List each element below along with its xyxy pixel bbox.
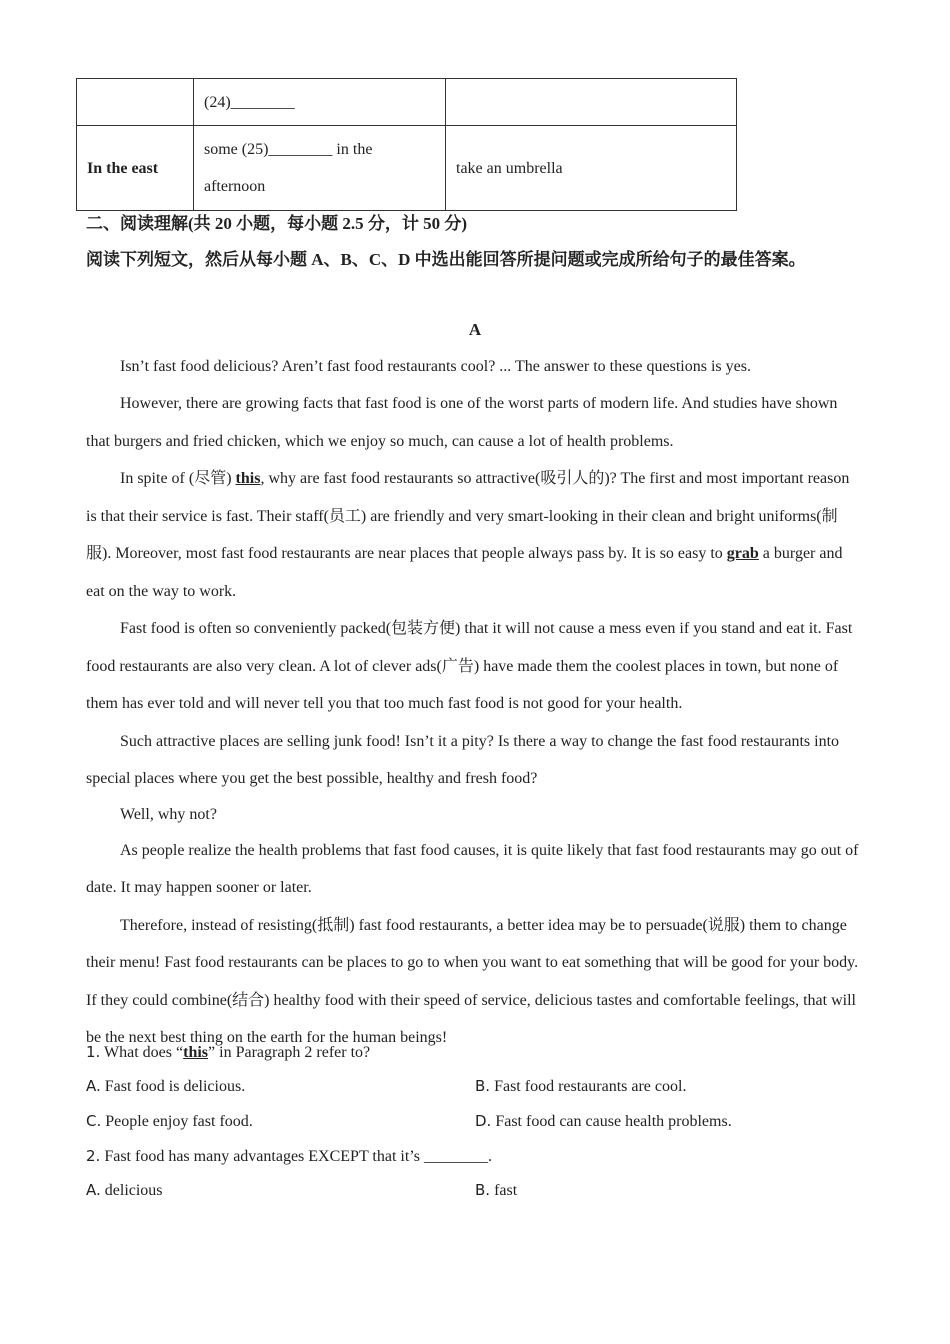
paragraph-8: Therefore, instead of resisting(抵制) fast food restaurants, a better idea may be to persuade(说服) them to change their menu! Fast food restaurants can be places to go to when you want to eat something that will be good for your body. If they could combine(结合) healthy food with their speed of service, delicious tastes and comfortable feelings, that will be the next best thing on the earth for the human beings! xyxy=(86,916,859,1046)
option-text: delicious xyxy=(104,1182,163,1199)
option-letter: D. xyxy=(475,1112,492,1130)
option-letter: B. xyxy=(475,1077,491,1095)
paragraph-3-text: In spite of (尽管) xyxy=(120,470,236,487)
option-letter: A. xyxy=(86,1181,101,1199)
table-cell-advice xyxy=(446,79,737,126)
question-stem: Fast food has many advantages EXCEPT that it’s ________. xyxy=(104,1148,492,1165)
paragraph-3-text: a burger and eat on the way to work. xyxy=(86,545,843,600)
option-text: Fast food is delicious. xyxy=(104,1078,246,1095)
table-cell-location xyxy=(77,79,194,126)
question-stem: ” in Paragraph 2 refer to? xyxy=(208,1044,371,1061)
option-c[interactable] xyxy=(86,1109,253,1134)
option-letter: B. xyxy=(475,1181,491,1199)
question-2 xyxy=(86,1144,862,1169)
question-number: 1. xyxy=(86,1043,101,1061)
table-cell-weather: some (25)________ in the afternoon xyxy=(194,126,446,211)
paragraph-3 xyxy=(86,460,862,610)
keyword-this: this xyxy=(235,470,261,487)
option-text: Fast food restaurants are cool. xyxy=(494,1078,687,1095)
keyword-grab: grab xyxy=(726,545,759,562)
paragraph-4: Fast food is often so conveniently packed(包装方便) that it will not cause a mess even if you stand and eat it. Fast food restaurants are also very clean. A lot of clever ads(广告) have made them the coolest places in town, but none of them has ever told and will never tell you that too much fast food is not good for your health. xyxy=(86,620,853,712)
table-row xyxy=(77,79,737,126)
option-b[interactable] xyxy=(475,1178,517,1203)
option-d[interactable] xyxy=(475,1109,732,1134)
option-letter: C. xyxy=(86,1112,102,1130)
paragraph-7: As people realize the health problems that fast food causes, it is quite likely that fast food restaurants may go out of date. It may happen sooner or later. xyxy=(86,841,859,896)
paragraph-5: Such attractive places are selling junk food! Isn’t it a pity? Is there a way to change the fast food restaurants into special places where you get the best possible, healthy and fresh food? xyxy=(86,732,840,787)
keyword-this: this xyxy=(183,1044,209,1061)
question-1 xyxy=(86,1040,862,1065)
option-text: People enjoy fast food. xyxy=(105,1113,253,1130)
option-a[interactable] xyxy=(86,1074,245,1099)
passage-letter: A xyxy=(468,320,482,339)
option-text: fast xyxy=(494,1182,518,1199)
option-b[interactable] xyxy=(475,1074,686,1099)
instructions: 阅读下列短文，然后从每小题 A、B、C、D 中选出能回答所提问题或完成所给句子的最佳答案。 xyxy=(86,250,806,269)
weather-table xyxy=(76,78,737,211)
option-letter: A. xyxy=(86,1077,101,1095)
paragraph-1: Isn’t fast food delicious? Aren’t fast food restaurants cool? ... The answer to these questions is yes. xyxy=(120,358,751,375)
table-cell-location: In the east xyxy=(77,126,194,211)
option-text: Fast food can cause health problems. xyxy=(495,1113,732,1130)
table-row xyxy=(77,126,737,211)
option-a[interactable] xyxy=(86,1178,163,1203)
passage xyxy=(86,349,862,1057)
question-stem: What does “ xyxy=(104,1044,184,1061)
paragraph-2: However, there are growing facts that fast food is one of the worst parts of modern life. And studies have shown that burgers and fried chicken, which we enjoy so much, can cause a lot of health problems. xyxy=(86,395,838,450)
paragraph-6: Well, why not? xyxy=(120,805,217,823)
paragraph-3-text: , why are fast food restaurants so attractive(吸引人的)? The first and most important reason is that their service is fast. Their staff(员工) are friendly and very smart-looking in their clean and bright uniforms(制服). Moreover, most fast food restaurants are near places that people always pass by. It is so easy to xyxy=(86,470,850,562)
table-cell-advice: take an umbrella xyxy=(446,126,737,211)
section-title: 二、阅读理解(共 20 小题，每小题 2.5 分，计 50 分) xyxy=(86,214,468,233)
question-number: 2. xyxy=(86,1147,101,1165)
table-cell-weather: (24)________ xyxy=(194,79,446,126)
